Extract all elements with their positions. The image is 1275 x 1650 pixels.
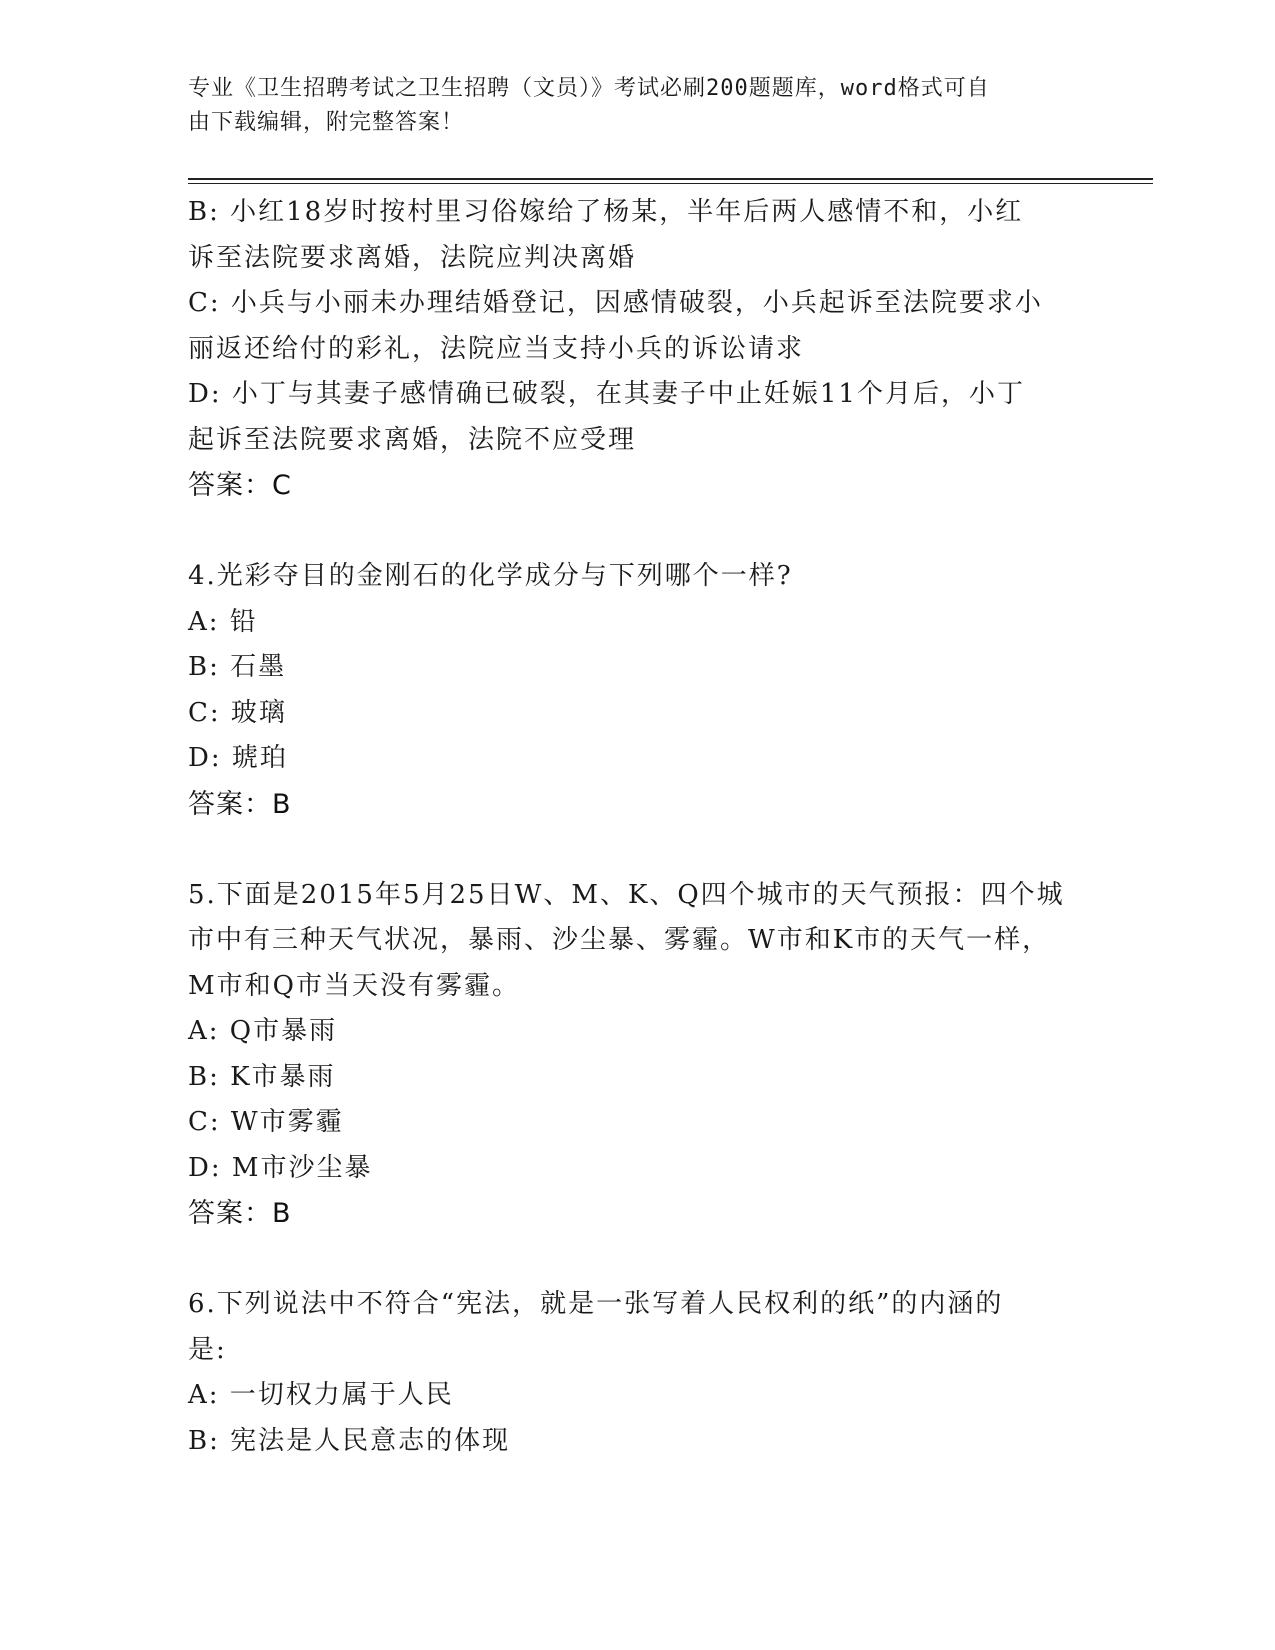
spacer [188,827,1088,873]
header-line-2: 由下载编辑，附完整答案！ [188,110,465,135]
q5-option-b: B: K市暴雨 [188,1061,336,1092]
q4-option-d: D: 琥珀 [188,743,288,773]
spacer [188,1237,1088,1283]
document-body [188,190,1088,1464]
question-6-block [188,1282,1088,1464]
header-line-1: 专业《卫生招聘考试之卫生招聘（文员）》考试必刷200题题库，word格式可自 [188,76,990,101]
q4-answer: 答案：B [188,788,292,820]
header-divider-thick [188,178,1153,180]
q3-answer: 答案：C [188,470,292,501]
q3-option-b-line-2: 诉至法院要求离婚，法院应判决离婚 [188,242,637,273]
spacer [188,509,1088,555]
q4-option-c: C: 玻璃 [188,697,287,728]
q5-option-a: A: Q市暴雨 [188,1016,338,1046]
q5-question-line-2: 市中有三种天气状况，暴雨、沙尘暴、雾霾。W市和K市的天气一样， [188,925,1051,955]
q6-question-line-2: 是: [188,1334,227,1365]
q6-option-b: B: 宪法是人民意志的体现 [188,1425,511,1456]
q5-option-d: D: M市沙尘暴 [188,1152,373,1183]
q3-option-c-line-2: 丽返还给付的彩礼，法院应当支持小兵的诉讼请求 [188,333,805,364]
q3-option-b-line-1: B: 小红18岁时按村里习俗嫁给了杨某，半年后两人感情不和，小红 [188,197,1024,227]
q5-question-line-3: M市和Q市当天没有雾霾。 [188,970,520,1001]
question-4-block [188,554,1088,827]
question-5-block [188,873,1088,1237]
q4-option-a: A: 铅 [188,606,258,637]
q5-option-c: C: W市雾霾 [188,1107,344,1137]
q4-option-b: B: 石墨 [188,652,287,682]
q6-option-a: A: 一切权力属于人民 [188,1380,454,1410]
header-divider-thin [188,183,1153,184]
q6-question-line-1: 6.下列说法中不符合“宪法，就是一张写着人民权利的纸”的内涵的 [188,1289,1004,1319]
q4-question: 4.光彩夺目的金刚石的化学成分与下列哪个一样? [188,561,793,591]
question-3-block [188,190,1088,509]
q3-option-d-line-1: D: 小丁与其妻子感情确已破裂，在其妻子中止妊娠11个月后，小丁 [188,379,1025,409]
q3-option-c-line-1: C: 小兵与小丽未办理结婚登记，因感情破裂，小兵起诉至法院要求小 [188,288,1043,318]
q3-option-d-line-2: 起诉至法院要求离婚，法院不应受理 [188,424,637,455]
document-header [188,72,1088,140]
q5-question-line-1: 5.下面是2015年5月25日W、M、K、Q四个城市的天气预报：四个城 [188,879,1065,910]
q5-answer: 答案：B [188,1198,292,1229]
